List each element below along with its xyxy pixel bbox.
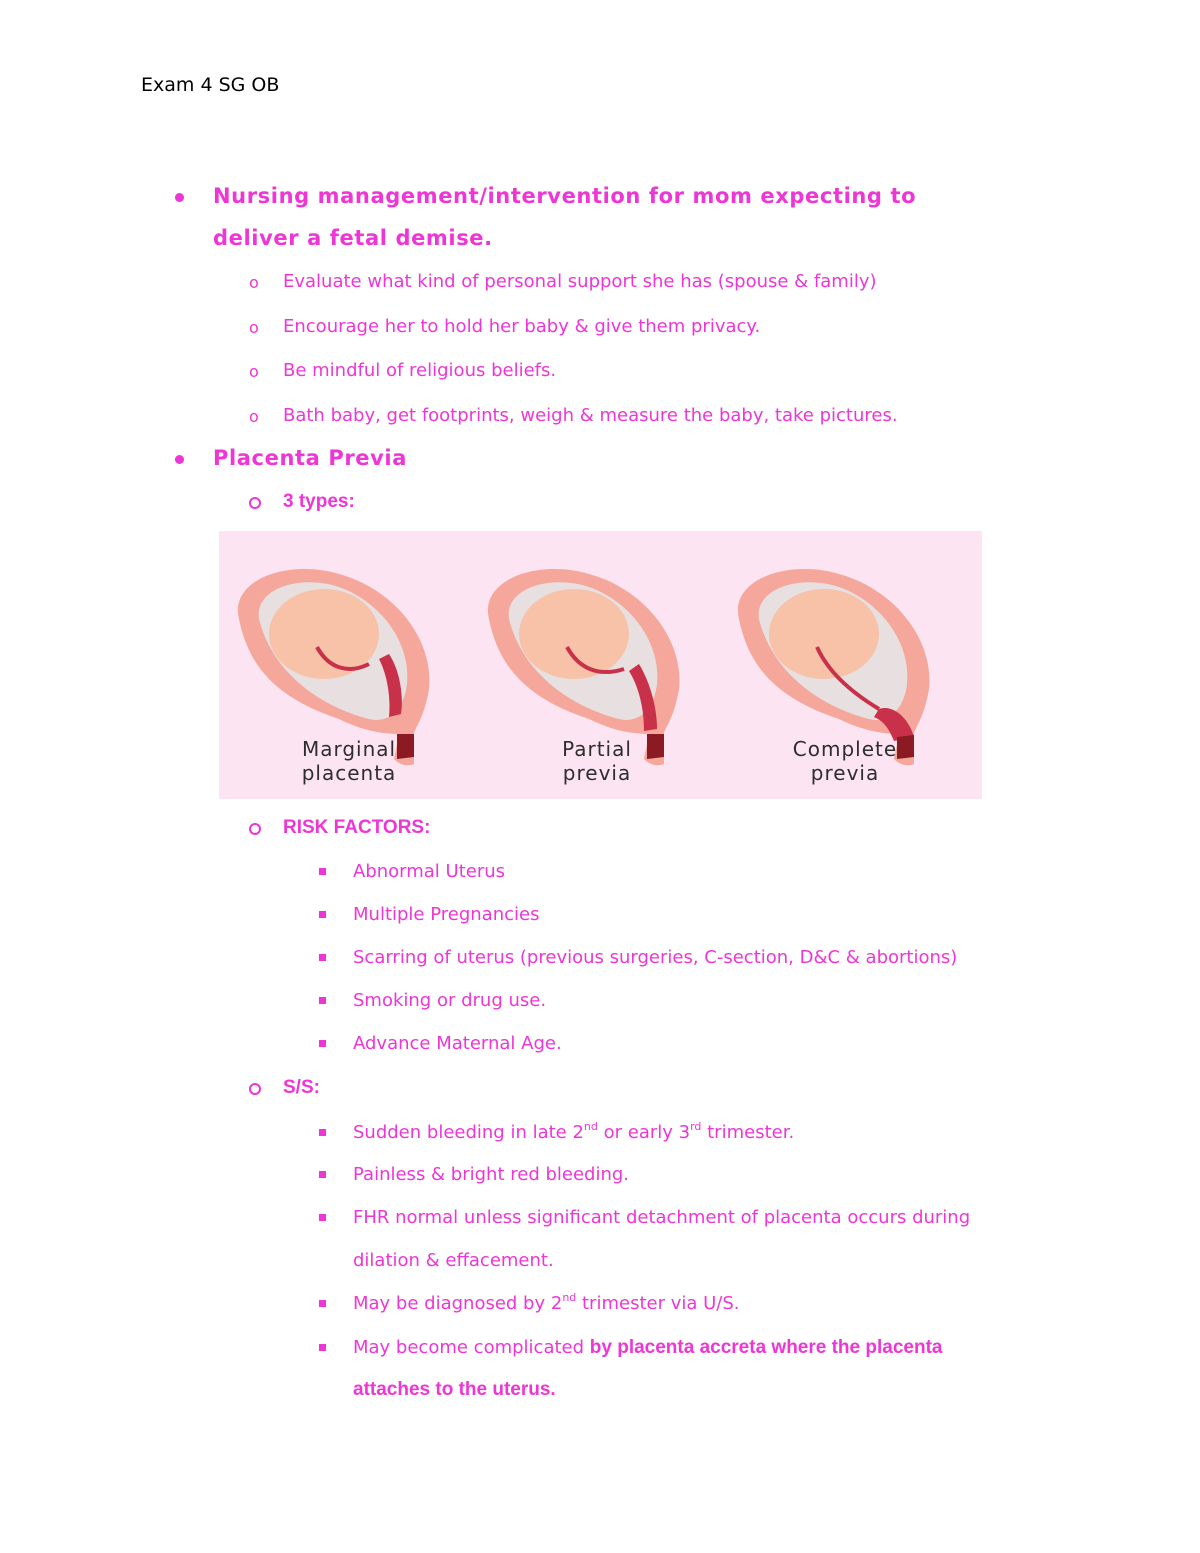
section-heading-placenta-previa: Placenta Previa <box>213 446 407 470</box>
figure-label-line: previa <box>810 761 880 785</box>
figure-label-line: Complete <box>792 737 898 761</box>
bold-text-run: by placenta accreta where the placenta <box>589 1337 943 1358</box>
circle-bullet-icon: o <box>249 318 259 337</box>
list-item-continuation: attaches to the uterus. <box>353 1379 556 1400</box>
list-item <box>353 1122 794 1143</box>
superscript: nd <box>583 1120 598 1133</box>
list-item: Advance Maternal Age. <box>353 1033 562 1054</box>
document-header: Exam 4 SG OB <box>141 74 280 96</box>
figure-label-marginal <box>279 737 419 785</box>
text-run: Sudden bleeding in late 2 <box>353 1122 584 1143</box>
figure-label-line: Marginal <box>301 737 397 761</box>
circle-bullet-icon <box>249 823 261 835</box>
square-bullet-icon <box>319 997 326 1004</box>
square-bullet-icon <box>319 1040 326 1047</box>
list-item: Abnormal Uterus <box>353 861 506 882</box>
circle-bullet-icon <box>249 497 261 509</box>
text-run: or early 3 <box>597 1122 691 1143</box>
figure-label-partial <box>527 737 667 785</box>
square-bullet-icon <box>319 1344 326 1351</box>
square-bullet-icon <box>319 1300 326 1307</box>
superscript: rd <box>690 1120 702 1133</box>
figure-label-line: Partial <box>562 737 632 761</box>
square-bullet-icon <box>319 1129 326 1136</box>
figure-label-line: placenta <box>301 761 397 785</box>
square-bullet-icon <box>319 868 326 875</box>
list-item: Smoking or drug use. <box>353 990 547 1011</box>
square-bullet-icon <box>319 1214 326 1221</box>
figure-label-complete <box>770 737 920 785</box>
risk-factors-heading: RISK FACTORS: <box>283 817 431 838</box>
list-item-continuation: dilation & effacement. <box>353 1250 554 1271</box>
circle-bullet-icon <box>249 1083 261 1095</box>
circle-bullet-icon: o <box>249 407 259 426</box>
list-item: Evaluate what kind of personal support she has (spouse & family) <box>283 271 877 292</box>
list-item: Multiple Pregnancies <box>353 904 540 925</box>
list-item: Painless & bright red bleeding. <box>353 1164 630 1185</box>
section-heading-fetal-demise-cont: deliver a fetal demise. <box>213 226 493 250</box>
bullet-icon <box>172 193 186 203</box>
list-item <box>353 1293 740 1314</box>
list-item: Be mindful of religious beliefs. <box>283 360 557 381</box>
placenta-previa-figure <box>219 531 982 799</box>
circle-bullet-icon: o <box>249 273 259 292</box>
types-heading: 3 types: <box>283 491 355 512</box>
square-bullet-icon <box>319 1171 326 1178</box>
text-run: trimester. <box>701 1122 795 1143</box>
list-item: Bath baby, get footprints, weigh & measure the baby, take pictures. <box>283 405 898 426</box>
section-heading-fetal-demise: Nursing management/intervention for mom expecting to <box>213 184 917 208</box>
square-bullet-icon <box>319 911 326 918</box>
text-run: trimester via U/S. <box>576 1293 740 1314</box>
uterus-marginal-illustration <box>238 569 430 765</box>
bullet-icon <box>172 455 186 465</box>
list-item: FHR normal unless significant detachment of placenta occurs during <box>353 1207 971 1228</box>
uterus-partial-illustration <box>488 569 680 765</box>
square-bullet-icon <box>319 954 326 961</box>
list-item: Scarring of uterus (previous surgeries, C-section, D&C & abortions) <box>353 947 958 968</box>
text-run: May become complicated <box>353 1337 590 1358</box>
list-item <box>353 1337 942 1359</box>
circle-bullet-icon: o <box>249 362 259 381</box>
figure-label-line: previa <box>562 761 632 785</box>
list-item: Encourage her to hold her baby & give them privacy. <box>283 316 761 337</box>
superscript: nd <box>562 1291 577 1304</box>
uterus-complete-illustration <box>738 569 930 765</box>
signs-symptoms-heading: S/S: <box>283 1077 320 1098</box>
text-run: May be diagnosed by 2 <box>353 1293 563 1314</box>
